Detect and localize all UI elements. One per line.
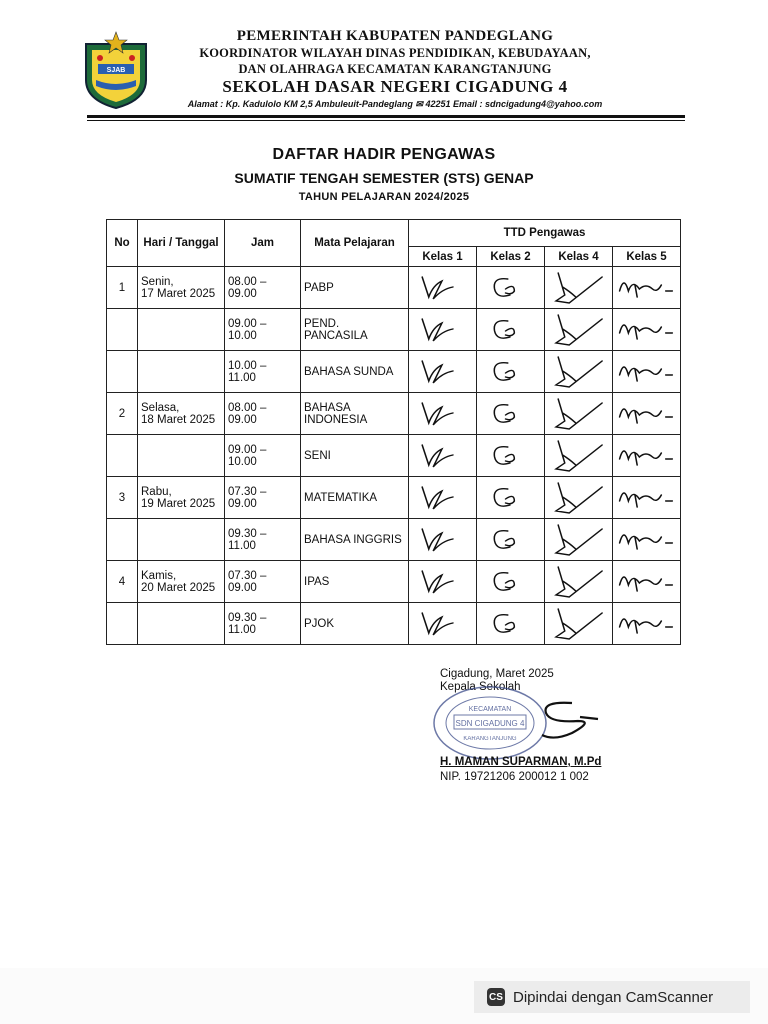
subject-line1: PEND. PANCASILA	[304, 317, 368, 342]
signature-mark	[613, 561, 680, 602]
header-subject: Mata Pelajaran	[301, 220, 409, 267]
cell-no	[107, 309, 138, 351]
signature-cell-k4	[545, 561, 613, 603]
cell-day	[138, 561, 225, 603]
document-title: DAFTAR HADIR PENGAWAS	[272, 146, 496, 163]
signature-cell-k2	[477, 519, 545, 561]
table-row	[107, 519, 681, 561]
principal-name: H. MAMAN SUPARMAN, M.Pd	[440, 756, 602, 768]
signature-cell-k4	[545, 267, 613, 309]
day-name: Senin,	[141, 275, 174, 288]
cell-subject	[301, 309, 409, 351]
header-time: Jam	[225, 220, 301, 267]
cell-subject	[301, 603, 409, 645]
signature-cell-k2	[477, 351, 545, 393]
cell-time: 09.00 – 10.00	[225, 435, 301, 477]
signature-mark	[613, 267, 680, 308]
signature-mark	[477, 477, 544, 518]
signature-cell-k1	[409, 561, 477, 603]
signature-mark	[409, 267, 476, 308]
signature-cell-k5	[613, 267, 681, 309]
signature-mark	[477, 267, 544, 308]
table-row	[107, 603, 681, 645]
cell-day	[138, 393, 225, 435]
signature-mark	[545, 603, 612, 644]
cell-no: 4	[107, 561, 138, 603]
cell-no: 2	[107, 393, 138, 435]
camscanner-label: Dipindai dengan CamScanner	[513, 988, 714, 1006]
signature-mark	[409, 435, 476, 476]
signature-cell-k2	[477, 561, 545, 603]
cell-no: 3	[107, 477, 138, 519]
signature-cell-k1	[409, 477, 477, 519]
signature-mark	[477, 603, 544, 644]
cell-time: 09.30 – 11.00	[225, 519, 301, 561]
signature-mark	[545, 435, 612, 476]
signature-mark	[613, 519, 680, 560]
signature-mark	[409, 393, 476, 434]
subject-line1: PJOK	[304, 617, 335, 630]
signature-mark	[409, 603, 476, 644]
cell-subject	[301, 267, 409, 309]
signature-cell-k5	[613, 393, 681, 435]
place-date: Cigadung, Maret 2025	[440, 668, 554, 680]
table-row	[107, 561, 681, 603]
cell-no	[107, 519, 138, 561]
document-subtitle: SUMATIF TENGAH SEMESTER (STS) GENAP	[234, 170, 534, 186]
svg-text:SJAB: SJAB	[106, 67, 126, 74]
signature-cell-k5	[613, 309, 681, 351]
signature-cell-k5	[613, 351, 681, 393]
subject-line1: SENI	[304, 449, 331, 462]
signature-cell-k1	[409, 603, 477, 645]
subject-line1: MATEMATIKA	[304, 491, 378, 504]
signature-cell-k1	[409, 351, 477, 393]
cell-time: 07.30 – 09.00	[225, 477, 301, 519]
signature-mark	[477, 351, 544, 392]
cell-no	[107, 603, 138, 645]
cell-day	[138, 267, 225, 309]
header-ttd: TTD Pengawas	[409, 220, 681, 247]
table-row	[107, 309, 681, 351]
signature-cell-k2	[477, 309, 545, 351]
signature-mark	[477, 309, 544, 350]
signature-cell-k4	[545, 351, 613, 393]
day-date: 17 Maret 2025	[141, 287, 216, 300]
cell-subject	[301, 435, 409, 477]
cell-day	[138, 435, 225, 477]
signature-cell-k4	[545, 393, 613, 435]
signature-mark	[409, 477, 476, 518]
day-name: Kamis,	[141, 569, 177, 582]
cell-day	[138, 477, 225, 519]
camscanner-icon: CS	[487, 988, 505, 1006]
cell-subject	[301, 393, 409, 435]
signature-cell-k2	[477, 267, 545, 309]
signature-mark	[613, 393, 680, 434]
signature-mark	[545, 393, 612, 434]
header-kelas4: Kelas 4	[545, 247, 613, 267]
signature-cell-k2	[477, 435, 545, 477]
cell-time: 07.30 – 09.00	[225, 561, 301, 603]
signature-mark	[545, 519, 612, 560]
school-name: SEKOLAH DASAR NEGERI CIGADUNG 4	[222, 77, 568, 96]
header-day: Hari / Tanggal	[138, 220, 225, 267]
cell-no	[107, 351, 138, 393]
signature-mark	[477, 435, 544, 476]
cell-day	[138, 519, 225, 561]
signature-mark	[477, 561, 544, 602]
table-row	[107, 351, 681, 393]
signature-cell-k1	[409, 435, 477, 477]
day-date: 19 Maret 2025	[141, 497, 216, 510]
signature-mark	[477, 519, 544, 560]
signature-mark	[613, 603, 680, 644]
cell-no: 1	[107, 267, 138, 309]
signature-cell-k4	[545, 603, 613, 645]
header-kelas5: Kelas 5	[613, 247, 681, 267]
signature-mark	[409, 519, 476, 560]
cell-time: 09.30 – 11.00	[225, 603, 301, 645]
letterhead-line3: DAN OLAHRAGA KECAMATAN KARANGTANJUNG	[238, 62, 552, 76]
signature-cell-k5	[613, 435, 681, 477]
signature-cell-k4	[545, 477, 613, 519]
header-kelas1: Kelas 1	[409, 247, 477, 267]
cell-subject	[301, 561, 409, 603]
subject-line1: BAHASA	[304, 401, 351, 414]
cell-time: 08.00 – 09.00	[225, 267, 301, 309]
subject-line1: BAHASA SUNDA	[304, 365, 394, 378]
subject-line1: BAHASA INGGRIS	[304, 533, 402, 546]
principal-nip: NIP. 19721206 200012 1 002	[440, 771, 589, 783]
signature-cell-k1	[409, 309, 477, 351]
signature-mark	[613, 309, 680, 350]
signature-cell-k4	[545, 435, 613, 477]
table-row	[107, 435, 681, 477]
attendance-table	[106, 219, 681, 645]
day-date: 20 Maret 2025	[141, 581, 216, 594]
principal-signature	[532, 695, 602, 745]
subject-line2: INDONESIA	[304, 413, 368, 426]
signature-cell-k2	[477, 477, 545, 519]
letterhead-line1: PEMERINTAH KABUPATEN PANDEGLANG	[236, 28, 554, 44]
svg-text:SDN CIGADUNG 4: SDN CIGADUNG 4	[455, 719, 525, 728]
cell-day	[138, 603, 225, 645]
letterhead	[160, 28, 630, 111]
signature-cell-k2	[477, 393, 545, 435]
cell-day	[138, 309, 225, 351]
signature-cell-k2	[477, 603, 545, 645]
letterhead-rule-thin	[87, 120, 685, 121]
signature-cell-k5	[613, 561, 681, 603]
signature-mark	[613, 477, 680, 518]
cell-no	[107, 435, 138, 477]
letterhead-line2: KOORDINATOR WILAYAH DINAS PENDIDIKAN, KEBUDAYAAN,	[199, 46, 591, 60]
signature-role: Kepala Sekolah	[440, 681, 521, 693]
header-no: No	[107, 220, 138, 267]
signature-cell-k1	[409, 393, 477, 435]
signature-cell-k4	[545, 519, 613, 561]
signature-mark	[545, 309, 612, 350]
letterhead-rule-thick	[87, 115, 685, 118]
signature-mark	[409, 309, 476, 350]
academic-year: TAHUN PELAJARAN 2024/2025	[298, 191, 470, 203]
pandeglang-logo	[80, 30, 152, 110]
cell-day	[138, 351, 225, 393]
signature-mark	[613, 351, 680, 392]
subject-line1: IPAS	[304, 575, 330, 588]
cell-time: 09.00 – 10.00	[225, 309, 301, 351]
cell-time: 08.00 – 09.00	[225, 393, 301, 435]
signature-mark	[409, 351, 476, 392]
signature-cell-k4	[545, 309, 613, 351]
signature-mark	[409, 561, 476, 602]
signature-cell-k5	[613, 603, 681, 645]
signature-mark	[613, 435, 680, 476]
subject-line1: PABP	[304, 281, 334, 294]
svg-text:KARANGTANJUNG: KARANGTANJUNG	[463, 736, 517, 742]
signature-mark	[545, 561, 612, 602]
signature-mark	[545, 477, 612, 518]
day-name: Selasa,	[141, 401, 180, 414]
day-date: 18 Maret 2025	[141, 413, 216, 426]
camscanner-watermark	[474, 981, 750, 1013]
cell-subject	[301, 519, 409, 561]
table-row	[107, 393, 681, 435]
cell-subject	[301, 351, 409, 393]
signature-mark	[545, 267, 612, 308]
header-kelas2: Kelas 2	[477, 247, 545, 267]
signature-mark	[545, 351, 612, 392]
cell-time: 10.00 – 11.00	[225, 351, 301, 393]
signature-cell-k1	[409, 519, 477, 561]
day-name: Rabu,	[141, 485, 172, 498]
signature-cell-k1	[409, 267, 477, 309]
school-address: Alamat : Kp. Kadulolo KM 2,5 Ambuleuit-Pandeglang ✉ 42251 Email : sdncigadung4@yahoo.com	[187, 99, 603, 109]
signature-cell-k5	[613, 477, 681, 519]
table-row	[107, 477, 681, 519]
cell-subject	[301, 477, 409, 519]
signature-mark	[477, 393, 544, 434]
svg-text:KECAMATAN: KECAMATAN	[468, 706, 512, 713]
table-row	[107, 267, 681, 309]
signature-cell-k5	[613, 519, 681, 561]
